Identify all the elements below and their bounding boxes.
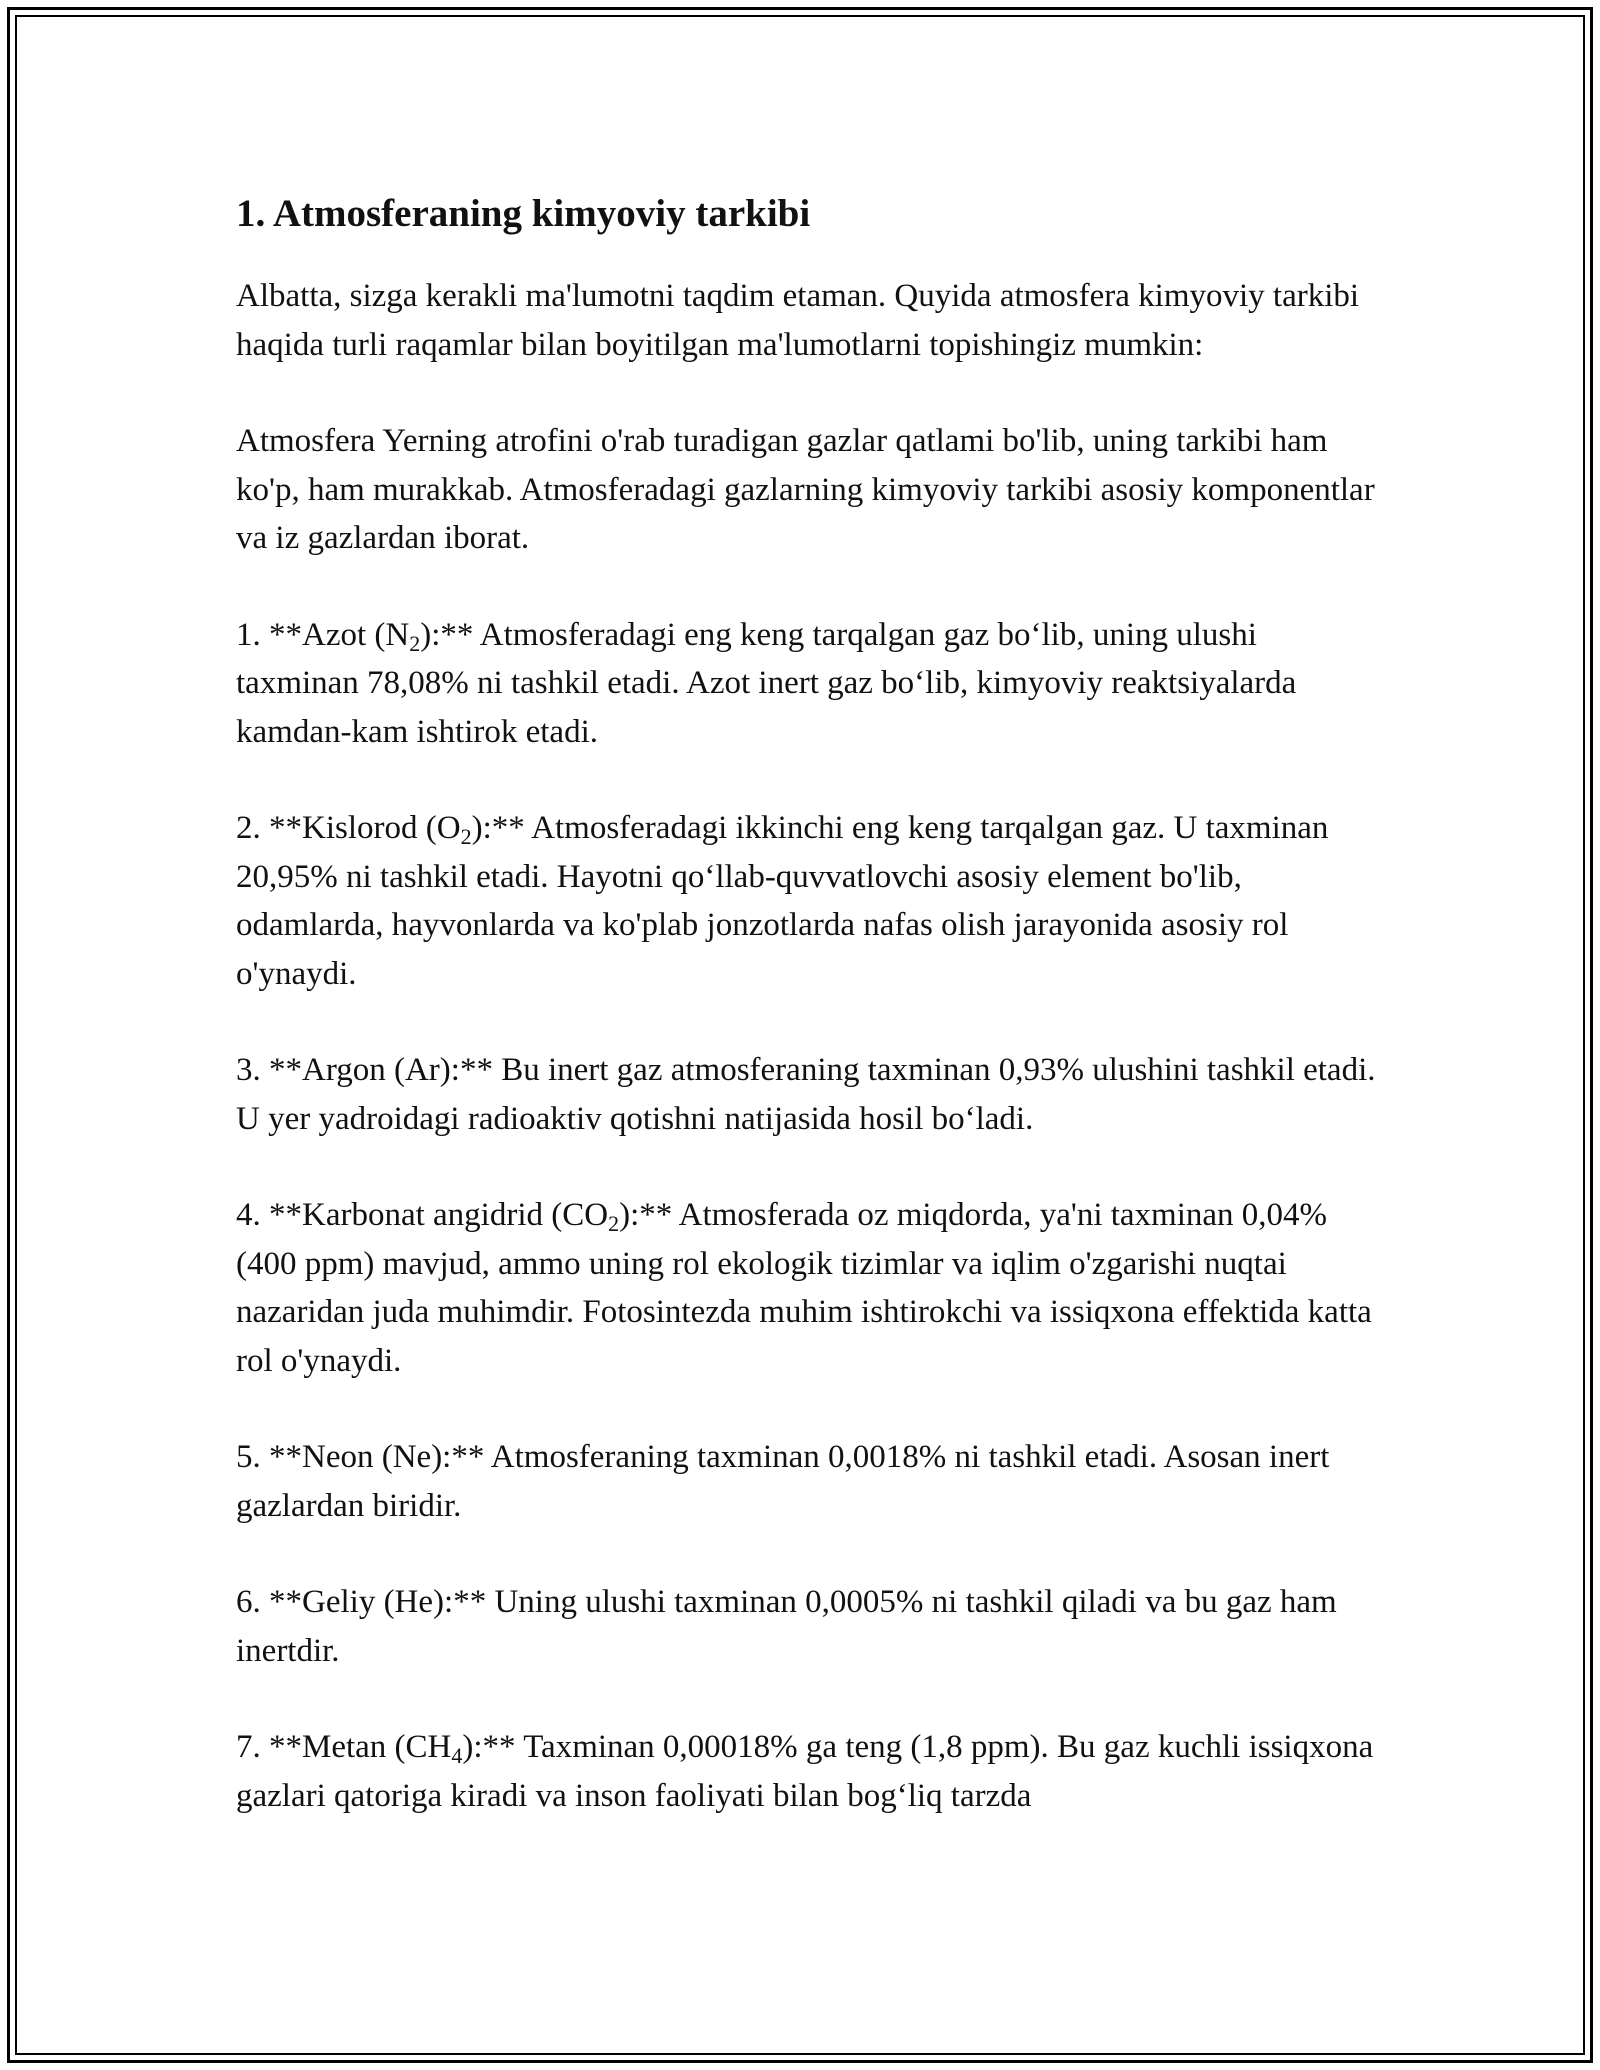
gas-item-nitrogen <box>236 611 1376 757</box>
gas-item-carbon-dioxide <box>236 1191 1376 1385</box>
overview-paragraph: Atmosfera Yerning atrofini o'rab turadigan gazlar qatlami bo'lib, uning tarkibi ham ko'p, ham murakkab. Atmosferadagi gazlarning kimyoviy tarkibi asosiy komponentlar va iz gazlardan iborat. <box>236 423 1375 556</box>
gas-item-text: ):** Atmosferada oz miqdorda, ya'ni taxminan 0,04% (400 ppm) mavjud, ammo uning rol ekologik tizimlar va iqlim o'zgarishi nuqtai nazaridan juda muhimdir. Fotosintezda muhim ishtirokchi va issiqxona effektida katta rol o'ynaydi. <box>236 1197 1372 1379</box>
section-heading: 1. Atmosferaning kimyoviy tarkibi <box>236 192 811 235</box>
subscript: 2 <box>460 824 472 849</box>
subscript: 4 <box>451 1743 463 1768</box>
subscript: 2 <box>409 630 421 656</box>
gas-item-methane <box>236 1723 1376 1820</box>
document-body <box>236 186 1376 1868</box>
gas-item-helium: 6. **Geliy (He):** Uning ulushi taxminan 0,0005% ni tashkil qiladi va bu gaz ham inertdir. <box>236 1584 1337 1669</box>
subscript: 2 <box>608 1211 620 1236</box>
gas-item-text: ):** Atmosferadagi ikkinchi eng keng tarqalgan gaz. U taxminan 20,95% ni tashkil etadi. Hayotni qo‘llab-quvvatlovchi asosiy element bo'lib, odamlarda, hayvonlarda va ko'plab jonzotlarda nafas olish jarayonida asosiy rol o'ynaydi. <box>236 810 1329 992</box>
gas-item-prefix: 4. **Karbonat angidrid (CO <box>236 1197 609 1233</box>
gas-item-oxygen <box>236 804 1376 998</box>
gas-item-prefix: 2. **Kislorod (O <box>236 810 461 846</box>
gas-item-prefix: 1. **Azot (N <box>236 616 410 653</box>
gas-item-text: ):** Atmosferadagi eng keng tarqalgan gaz bo‘lib, uning ulushi taxminan 78,08% ni tashkil etadi. Azot inert gaz bo‘lib, kimyoviy reaktsiyalarda kamdan-kam ishtirok etadi. <box>236 616 1297 750</box>
intro-paragraph: Albatta, sizga kerakli ma'lumotni taqdim etaman. Quyida atmosfera kimyoviy tarkibi haqida turli raqamlar bilan boyitilgan ma'lumotlarni topishingiz mumkin: <box>236 278 1360 363</box>
gas-item-argon: 3. **Argon (Ar):** Bu inert gaz atmosferaning taxminan 0,93% ulushini tashkil etadi. U yer yadroidagi radioaktiv qotishni natijasida hosil bo‘ladi. <box>236 1052 1376 1137</box>
gas-item-text: ):** Taxminan 0,00018% ga teng (1,8 ppm). Bu gaz kuchli issiqxona gazlari qatoriga kiradi va inson faoliyati bilan bog‘liq tarzda <box>236 1729 1374 1814</box>
gas-item-prefix: 7. **Metan (CH <box>236 1729 452 1765</box>
gas-item-neon: 5. **Neon (Ne):** Atmosferaning taxminan 0,0018% ni tashkil etadi. Asosan inert gazlardan biridir. <box>236 1439 1330 1524</box>
